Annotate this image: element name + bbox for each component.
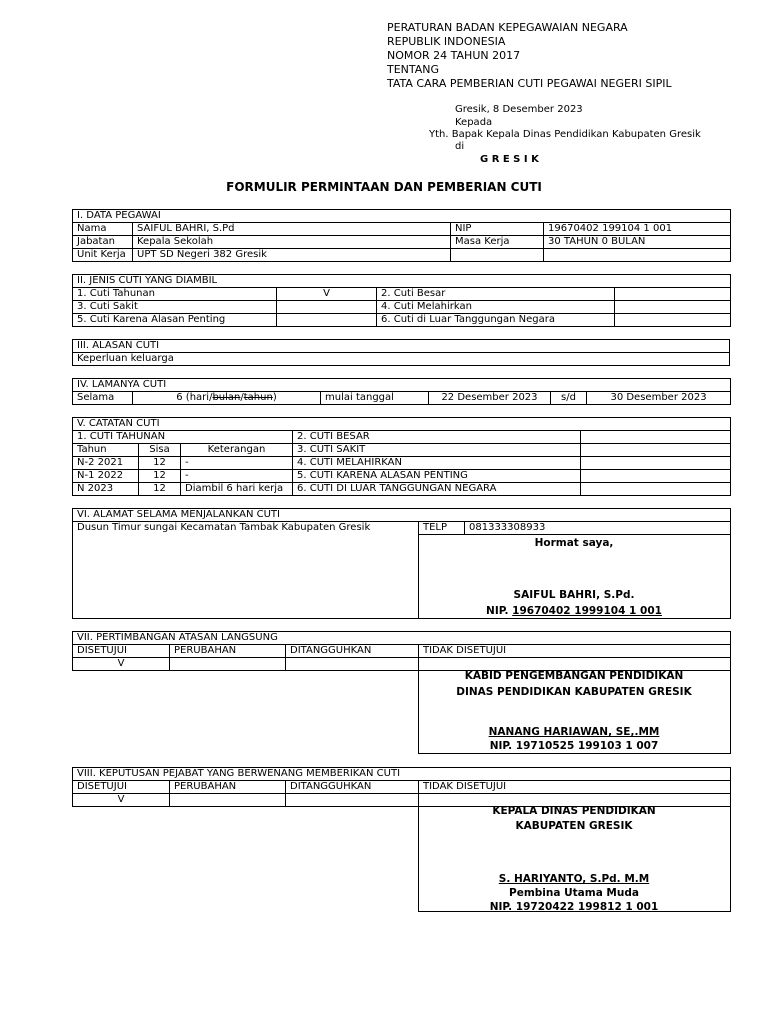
nip-value: 19670402 199104 1 001 — [544, 223, 731, 236]
perubahan-header: PERUBAHAN — [170, 781, 286, 794]
jabatan-label: Jabatan — [73, 236, 133, 249]
city: G R E S I K — [480, 154, 539, 165]
table-row — [73, 483, 731, 496]
disetujui-checkbox[interactable]: V — [73, 658, 170, 671]
header-line-5: TATA CARA PEMBERIAN CUTI PEGAWAI NEGERI SIPIL — [387, 77, 672, 90]
cuti-luar-tanggungan-label: 6. Cuti di Luar Tanggungan Negara — [377, 314, 615, 327]
empty-cell — [451, 249, 544, 262]
row-keterangan: Diambil 6 hari kerja — [181, 483, 293, 496]
section-4-title: IV. LAMANYA CUTI — [73, 379, 731, 392]
nip-label: NIP — [451, 223, 544, 236]
tidak-disetujui-header: TIDAK DISETUJUI — [419, 645, 731, 658]
section-data-pegawai — [72, 209, 731, 262]
duration-tahun: tahun — [243, 392, 273, 403]
duration-bulan: bulan — [212, 392, 241, 403]
row-tahun: N-1 2022 — [73, 470, 139, 483]
masa-kerja-value: 30 TAHUN 0 BULAN — [544, 236, 731, 249]
row-sisa: 12 — [139, 457, 181, 470]
blank-area — [73, 807, 419, 912]
blank-area — [73, 671, 419, 754]
tidak-disetujui-header: TIDAK DISETUJUI — [419, 781, 731, 794]
di-label: di — [455, 141, 465, 152]
place-date: Gresik, 8 Desember 2023 — [455, 104, 583, 115]
nama-value: SAIFUL BAHRI, S.Pd — [133, 223, 451, 236]
applicant-name: SAIFUL BAHRI, S.Pd. — [513, 589, 635, 601]
perubahan-header: PERUBAHAN — [170, 645, 286, 658]
section-catatan-cuti — [72, 417, 731, 496]
table-row — [73, 457, 731, 470]
atasan-nip: NIP. 19710525 199103 1 007 — [489, 740, 659, 752]
applicant-nip — [418, 603, 730, 619]
section-5-title: V. CATATAN CUTI — [73, 418, 731, 431]
telp-value[interactable]: 081333308933 — [465, 522, 731, 535]
row-sisa: 12 — [139, 483, 181, 496]
cuti-alasan-penting-label: 5. Cuti Karena Alasan Penting — [73, 314, 277, 327]
row-keterangan: - — [181, 470, 293, 483]
section-1-title: I. DATA PEGAWAI — [73, 210, 731, 223]
section-6-title: VI. ALAMAT SELAMA MENJALANKAN CUTI — [73, 509, 731, 522]
alasan-cuti-value[interactable]: Keperluan keluarga — [73, 353, 730, 366]
section-jenis-cuti — [72, 274, 731, 327]
sd-label: s/d — [551, 392, 587, 405]
duration-prefix: 6 (hari/ — [176, 392, 213, 403]
empty-cell — [581, 431, 731, 444]
ditangguhkan-checkbox[interactable] — [286, 658, 419, 671]
ditangguhkan-header: DITANGGUHKAN — [286, 645, 419, 658]
jabatan-value: Kepala Sekolah — [133, 236, 451, 249]
duration-value[interactable] — [133, 392, 321, 405]
pejabat-nip: NIP. 19720422 199812 1 001 — [489, 901, 659, 913]
disetujui-header: DISETUJUI — [73, 645, 170, 658]
masa-kerja-label: Masa Kerja — [451, 236, 544, 249]
pejabat-rank: Pembina Utama Muda — [509, 887, 639, 899]
mulai-tanggal-label: mulai tanggal — [321, 392, 429, 405]
pejabat-name: S. HARIYANTO, S.Pd. M.M — [498, 873, 650, 885]
cuti-melahirkan-checkbox[interactable] — [615, 301, 731, 314]
nip-prefix: NIP. — [486, 605, 513, 617]
cuti-tahunan-header: 1. CUTI TAHUNAN — [73, 431, 293, 444]
selama-label: Selama — [73, 392, 133, 405]
disetujui-checkbox[interactable]: V — [73, 794, 170, 807]
atasan-title-1: KABID PENGEMBANGAN PENDIDIKAN — [464, 670, 684, 682]
perubahan-checkbox[interactable] — [170, 794, 286, 807]
cuti-besar-checkbox[interactable] — [615, 288, 731, 301]
ditangguhkan-header: DITANGGUHKAN — [286, 781, 419, 794]
row-other-type: 4. CUTI MELAHIRKAN — [293, 457, 581, 470]
cuti-sakit-label: 3. Cuti Sakit — [73, 301, 277, 314]
row-tahun: N 2023 — [73, 483, 139, 496]
cuti-luar-tanggungan-checkbox[interactable] — [615, 314, 731, 327]
section-3-title: III. ALASAN CUTI — [73, 340, 730, 353]
pejabat-title-1: KEPALA DINAS PENDIDIKAN — [492, 805, 656, 817]
header-line-4: TENTANG — [387, 63, 440, 76]
pejabat-title-2: KABUPATEN GRESIK — [515, 820, 633, 832]
cuti-besar-note: 2. CUTI BESAR — [293, 431, 581, 444]
cuti-besar-label: 2. Cuti Besar — [377, 288, 615, 301]
telp-label: TELP — [419, 522, 465, 535]
row-keterangan: - — [181, 457, 293, 470]
unit-kerja-value: UPT SD Negeri 382 Gresik — [133, 249, 451, 262]
section-lamanya-cuti — [72, 378, 731, 405]
section-2-title: II. JENIS CUTI YANG DIAMBIL — [73, 275, 731, 288]
nip-number: 19670402 1999104 1 001 — [512, 605, 662, 617]
col-tahun: Tahun — [73, 444, 139, 457]
cuti-tahunan-label: 1. Cuti Tahunan — [73, 288, 277, 301]
header-line-2: REPUBLIK INDONESIA — [387, 35, 506, 48]
section-7-title: VII. PERTIMBANGAN ATASAN LANGSUNG — [73, 632, 731, 645]
start-date[interactable]: 22 Desember 2023 — [429, 392, 551, 405]
nama-label: Nama — [73, 223, 133, 236]
unit-kerja-label: Unit Kerja — [73, 249, 133, 262]
row-tahun: N-2 2021 — [73, 457, 139, 470]
cuti-sakit-note: 3. CUTI SAKIT — [293, 444, 581, 457]
atasan-name: NANANG HARIAWAN, SE,.MM — [488, 726, 660, 738]
cuti-tahunan-checkbox[interactable]: V — [277, 288, 377, 301]
perubahan-checkbox[interactable] — [170, 658, 286, 671]
cuti-alasan-penting-checkbox[interactable] — [277, 314, 377, 327]
disetujui-header: DISETUJUI — [73, 781, 170, 794]
header-line-1: PERATURAN BADAN KEPEGAWAIAN NEGARA — [387, 21, 628, 34]
kepada-label: Kepada — [455, 117, 493, 128]
row-other-type: 5. CUTI KARENA ALASAN PENTING — [293, 470, 581, 483]
col-sisa: Sisa — [139, 444, 181, 457]
empty-cell — [581, 483, 731, 496]
table-row — [73, 470, 731, 483]
recipient: Yth. Bapak Kepala Dinas Pendidikan Kabupaten Gresik — [429, 129, 701, 140]
duration-suffix: ) — [272, 392, 277, 403]
duration-separator: / — [240, 392, 244, 403]
end-date[interactable]: 30 Desember 2023 — [587, 392, 731, 405]
cuti-sakit-checkbox[interactable] — [277, 301, 377, 314]
cuti-melahirkan-label: 4. Cuti Melahirkan — [377, 301, 615, 314]
atasan-title-2: DINAS PENDIDIKAN KABUPATEN GRESIK — [456, 686, 692, 698]
empty-cell — [581, 457, 731, 470]
empty-cell — [544, 249, 731, 262]
empty-cell — [581, 470, 731, 483]
alamat-value[interactable]: Dusun Timur sungai Kecamatan Tambak Kabupaten Gresik — [73, 522, 419, 619]
empty-cell — [581, 444, 731, 457]
header-line-3: NOMOR 24 TAHUN 2017 — [387, 49, 521, 62]
section-8-title: VIII. KEPUTUSAN PEJABAT YANG BERWENANG MEMBERIKAN CUTI — [73, 768, 731, 781]
ditangguhkan-checkbox[interactable] — [286, 794, 419, 807]
form-title: FORMULIR PERMINTAAN DAN PEMBERIAN CUTI — [226, 180, 542, 194]
col-keterangan: Keterangan — [181, 444, 293, 457]
row-sisa: 12 — [139, 470, 181, 483]
row-other-type: 6. CUTI DI LUAR TANGGUNGAN NEGARA — [293, 483, 581, 496]
hormat-saya: Hormat saya, — [534, 537, 614, 549]
section-alasan-cuti — [72, 339, 730, 366]
